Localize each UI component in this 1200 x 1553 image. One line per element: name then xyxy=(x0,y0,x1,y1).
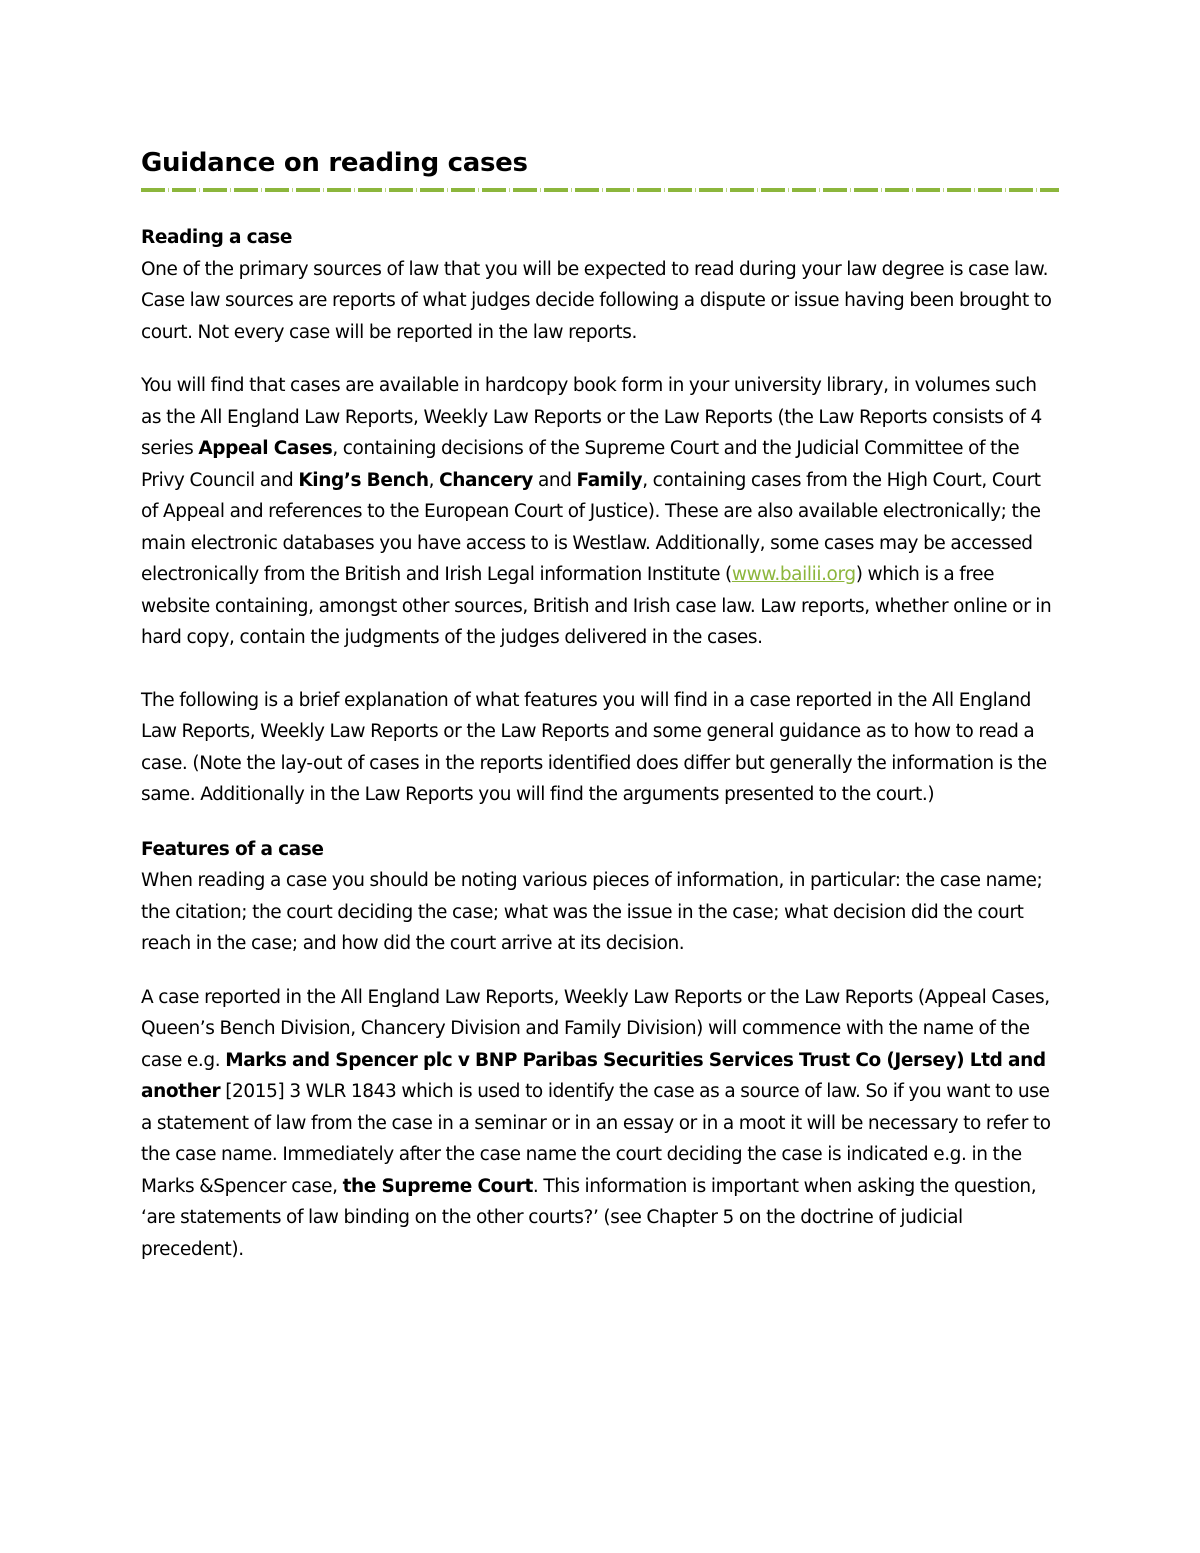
section-features-of-a-case xyxy=(141,834,1059,960)
paragraph: When reading a case you should be noting various pieces of information, in particular: the case name; the citation; the court deciding the case; what was the issue in the case; what decision did the court reach in the case; and how did the court arrive at its decision. xyxy=(141,870,1043,954)
document-body xyxy=(141,222,1059,1265)
paragraph-explanation: The following is a brief explanation of what features you will find in a case reported in the All England Law Reports, Weekly Law Reports or the Law Reports and some general guidance as to how to read a case. (Note the lay-out of cases in the reports identified does differ but generally the information is the same. Additionally in the Law Reports you will find the arguments presented to the court.) xyxy=(141,689,1047,805)
bold-supreme-court: the Supreme Court xyxy=(342,1175,533,1197)
section-reading-a-case xyxy=(141,222,1059,348)
text-run: , containing cases from the High Court, Court of Appeal and references to the European Court of Justice). These are also available electronically; the main electronic databases you have access to is Westlaw. Additionally, some cases may be accessed electronically from the British and Irish Legal information Institute ( xyxy=(141,469,1041,585)
paragraph-availability xyxy=(141,370,1059,654)
paragraph: One of the primary sources of law that you will be expected to read during your law degree is case law. Case law sources are reports of what judges decide following a dispute or issue having been brought to court. Not every case will be reported in the law reports. xyxy=(141,258,1052,343)
bold-case-name: Marks and Spencer plc v BNP Paribas Securities Services Trust Co (Jersey) Ltd and another xyxy=(141,1049,1046,1102)
text-run: , containing decisions of the Supreme Court and the Judicial Committee of the Privy Council and xyxy=(141,438,1020,491)
text-run: A case reported in the All England Law Reports, Weekly Law Reports or the Law Reports (Appeal Cases, Queen’s Bench Division, Chancery Division and Family Division) will commence with the name of the case e.g. xyxy=(141,986,1050,1071)
section-heading-reading-a-case: Reading a case xyxy=(141,227,293,248)
text-run: and xyxy=(532,469,577,491)
text-run: ) which is a free website containing, amongst other sources, British and Irish case law. Law reports, whether online or in hard copy, contain the judgments of the judges delivered in the cases. xyxy=(141,564,1052,648)
bold-kings-bench: King’s Bench xyxy=(298,469,429,491)
text-run: , xyxy=(428,469,440,491)
bold-chancery: Chancery xyxy=(439,469,533,491)
text-run: [2015] 3 WLR 1843 which is used to identify the case as a source of law. So if you want to use a statement of law from the case in a seminar or in an essay or in a moot it will be necessary to refer to the case name. Immediately after the case name the court deciding the case is indicated e.g. in the Marks &Spencer case, xyxy=(141,1081,1051,1197)
title-divider xyxy=(141,188,1059,192)
bold-family: Family xyxy=(576,469,643,491)
bailii-link[interactable]: www.bailii.org xyxy=(731,564,856,585)
text-run: You will find that cases are available in hardcopy book form in your university library, in volumes such as the All England Law Reports, Weekly Law Reports or the Law Reports (the Law Reports consists of 4 series xyxy=(141,375,1042,459)
paragraph-case-example xyxy=(141,982,1059,1266)
section-heading-features-of-a-case: Features of a case xyxy=(141,838,324,860)
bold-appeal-cases: Appeal Cases xyxy=(198,438,333,459)
text-run: . This information is important when asking the question, ‘are statements of law binding on the other courts?’ (see Chapter 5 on the doctrine of judicial precedent). xyxy=(141,1175,1037,1260)
page-title: Guidance on reading cases xyxy=(141,148,528,178)
